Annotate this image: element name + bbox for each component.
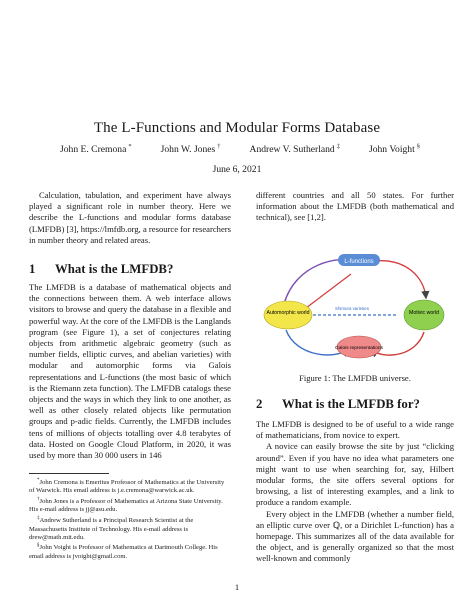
paper-title: The L-Functions and Modular Forms Database bbox=[93, 120, 381, 136]
node-lfunctions-label: L-functions bbox=[344, 259, 374, 265]
paragraph: A novice can easily browse the site by just “clicking around”. Even if you have no idea what parameters one might want to use when searching for, say, Hilbert modular forms, the site offers several options for browsing, a list of interesting examples, and a link to produce a random example. bbox=[256, 441, 454, 508]
author: Andrew V. Sutherland ‡ bbox=[249, 143, 340, 156]
section-2-heading: 2 What is the LMFDB for? bbox=[256, 397, 420, 411]
footnote: §John Voight is Professor of Mathematics at Dartmouth College. His email address is jvoight@gmail.com. bbox=[29, 543, 218, 560]
abstract-left: Calculation, tabulation, and experiment have always played a significant role in number theory. Here we describe the L-functions and modular forms database (LMFDB) [3], https://lmfdb.org, a resource for researchers in number theory and related areas. bbox=[29, 190, 231, 245]
author-list bbox=[60, 143, 420, 155]
node-galois-label: Galois representations bbox=[335, 346, 383, 351]
footnote: ‡Andrew Sutherland is a Principal Research Scientist at the Massachusetts Institute of Technology. His e-mail address is drew@math.mit.edu. bbox=[29, 516, 194, 541]
node-motivic-label: Motivic world bbox=[409, 310, 439, 316]
edge-label-shimura: Shimura varieties bbox=[335, 306, 369, 311]
figure-caption: Figure 1: The LMFDB universe. bbox=[299, 373, 411, 383]
lmfdb-universe-figure bbox=[256, 252, 454, 364]
section-1-heading: 1 What is the LMFDB? bbox=[29, 262, 174, 276]
footnote-rule bbox=[29, 473, 109, 474]
footnote: †John Jones is a Professor of Mathematics at Arizona State University. His e-mail address is jj@asu.edu. bbox=[29, 497, 223, 514]
edge-functoriality bbox=[306, 274, 351, 308]
edge-automorphic-to-lfunctions bbox=[284, 260, 354, 304]
section-2-body bbox=[256, 419, 454, 565]
author: John Voight § bbox=[368, 143, 420, 156]
footnote: *John Cremona is Emeritus Professor of Mathematics at the University of Warwick. His email address is j.e.cremona@warwick.ac.uk. bbox=[29, 478, 225, 495]
paper-date: June 6, 2021 bbox=[212, 164, 262, 175]
page-number: 1 bbox=[234, 582, 240, 592]
section-1-body: The LMFDB is a database of mathematical objects and the connections between them. A web interface allows visitors to browse and query the database in a flexible and powerful way. At the core of the LMFDB is the Langlands program (see Figure 1), a set of conjectures relating objects from arithmetic algebraic geometry (such as number fields, elliptic curves, and abelian varieties) with modular and automorphic forms via Galois representations and L-functions (the most basic of which is the Riemann zeta function). The LMFDB catalogs these objects and the ways in which they link to one another, as well as other closely related objects like permutation groups and p-adic fields. Currently, the LMFDB includes tens of millions of objects totalling over 4.8 terabytes of data. Hosted on Google Cloud Platform, in 2020, it was used by more than 30 000 users in 146 bbox=[29, 282, 231, 461]
abstract-right: different countries and all 50 states. For further information about the LMFDB (both mathematical and technical), see [1,2]. bbox=[256, 190, 454, 223]
paragraph: The LMFDB is designed to be of useful to a wide range of mathematicians, from novice to expert. bbox=[256, 419, 454, 441]
author: John E. Cremona * bbox=[60, 143, 132, 156]
edge-motivic-to-lfunctions bbox=[374, 261, 426, 298]
node-automorphic-label: Automorphic world bbox=[266, 310, 310, 316]
paragraph: Every object in the LMFDB (whether a number field, an elliptic curve over ℚ, or a Dirichlet L-function) has a homepage. This summarizes all of the data available for the object, and is generally organized so that the most well-known and commonly bbox=[256, 508, 454, 564]
footnotes bbox=[29, 477, 231, 562]
author: John W. Jones † bbox=[160, 143, 221, 156]
